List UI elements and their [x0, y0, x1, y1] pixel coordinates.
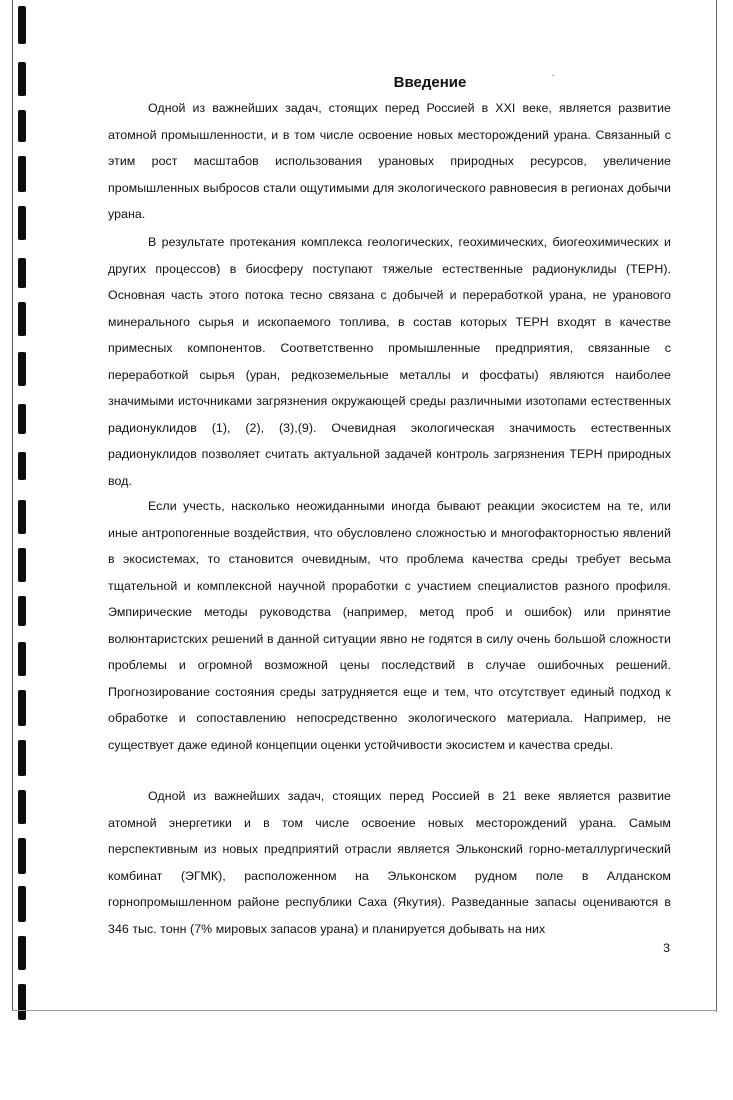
binding-hole [18, 740, 26, 776]
scan-speck [552, 75, 554, 76]
binding-hole [18, 352, 26, 386]
binding-hole [18, 302, 26, 336]
binding-hole [18, 596, 26, 626]
paragraph-intro: Одной из важнейших задач, стоящих перед Россией в XXI веке, является развитие атомной промышленности, и в том числе освоение новых месторождений урана. Связанный с этим рост масштабов использования урановых природных ресурсов, увеличение промышленных выбросов стали ощутимыми для экологического равновесия в регионах добычи урана. [108, 101, 671, 221]
page-number: 3 [663, 941, 670, 955]
binding-hole [18, 156, 26, 192]
paragraph-elkon: Одной из важнейших задач, стоящих перед Россией в 21 веке является развитие атомной энергетики и в том числе освоение новых месторождений урана. Самым перспективным из новых предприятий отрасли является Эльконский горно-металлургический комбинат (ЭГМК), расположенном на Эльконском рудном поле в Алданском горнопромышленном районе республики Саха (Якутия). Разведанные запасы оцениваются в 346 тыс. тонн (7% мировых запасов урана) и планируется добывать на них [108, 789, 671, 936]
binding-hole [18, 110, 26, 142]
binding-hole [18, 690, 26, 726]
binding-hole [18, 790, 26, 824]
binding-hole [18, 548, 26, 582]
binding-hole [18, 886, 26, 922]
binding-hole [18, 258, 26, 288]
binding-hole [18, 642, 26, 676]
page-right-edge [716, 0, 717, 1012]
binding-hole [18, 984, 26, 1020]
page-title: Введение [393, 74, 467, 91]
paragraph-ecosystems: Если учесть, насколько неожиданными иногда бывают реакции экосистем на те, или иные антропогенные воздействия, что обусловлено сложностью и многофакторностью явлений в экосистемах, то становится очевидным, что проблема качества среды требует весьма тщательной и комплексной научной проработки с участием специалистов разного профиля. Эмпирические методы руководства (например, метод проб и ошибок) или принятие волюнтаристских решений в данной ситуации явно не годятся в силу очень большой сложности проблемы и огромной возможной цены последствий в случае ошибочных решений. Прогнозирование состояния среды затрудняется еще и тем, что отсутствует единый подход к обработке и сопоставлению непосредственно экологического материала. Например, не существует даже единой концепции оценки устойчивости экосистем и качества среды. [108, 499, 671, 752]
binding-hole [18, 6, 26, 44]
binding-hole [18, 404, 26, 434]
binding-hole [18, 936, 26, 970]
binding-hole [18, 452, 26, 480]
binding-hole [18, 500, 26, 534]
paragraph-radionuclides: В результате протекания комплекса геологических, геохимических, биогеохимических и других процессов) в биосферу поступают тяжелые естественные радионуклиды (ТЕРН). Основная часть этого потока тесно связана с добычей и переработкой урана, не уранового минерального сырья и ископаемого топлива, в состав которых ТЕРН входят в качестве примесных компонентов. Соответственно промышленные предприятия, связанные с переработкой сырья (уран, редкоземельные металлы и фосфаты) являются наиболее значимыми источниками загрязнения окружающей среды различными изотопами естественных радионуклидов (1), (2), (3),(9). Очевидная экологическая значимость естественных радионуклидов позволяет считать актуальной задачей контроль загрязнения ТЕРН природных вод. [108, 235, 671, 488]
left-margin-line [12, 0, 13, 1010]
binding-hole [18, 838, 26, 874]
binding-hole [18, 206, 26, 240]
binding-hole [18, 62, 26, 96]
binding-holes [0, 0, 46, 1100]
page-bottom-edge [12, 1010, 717, 1011]
